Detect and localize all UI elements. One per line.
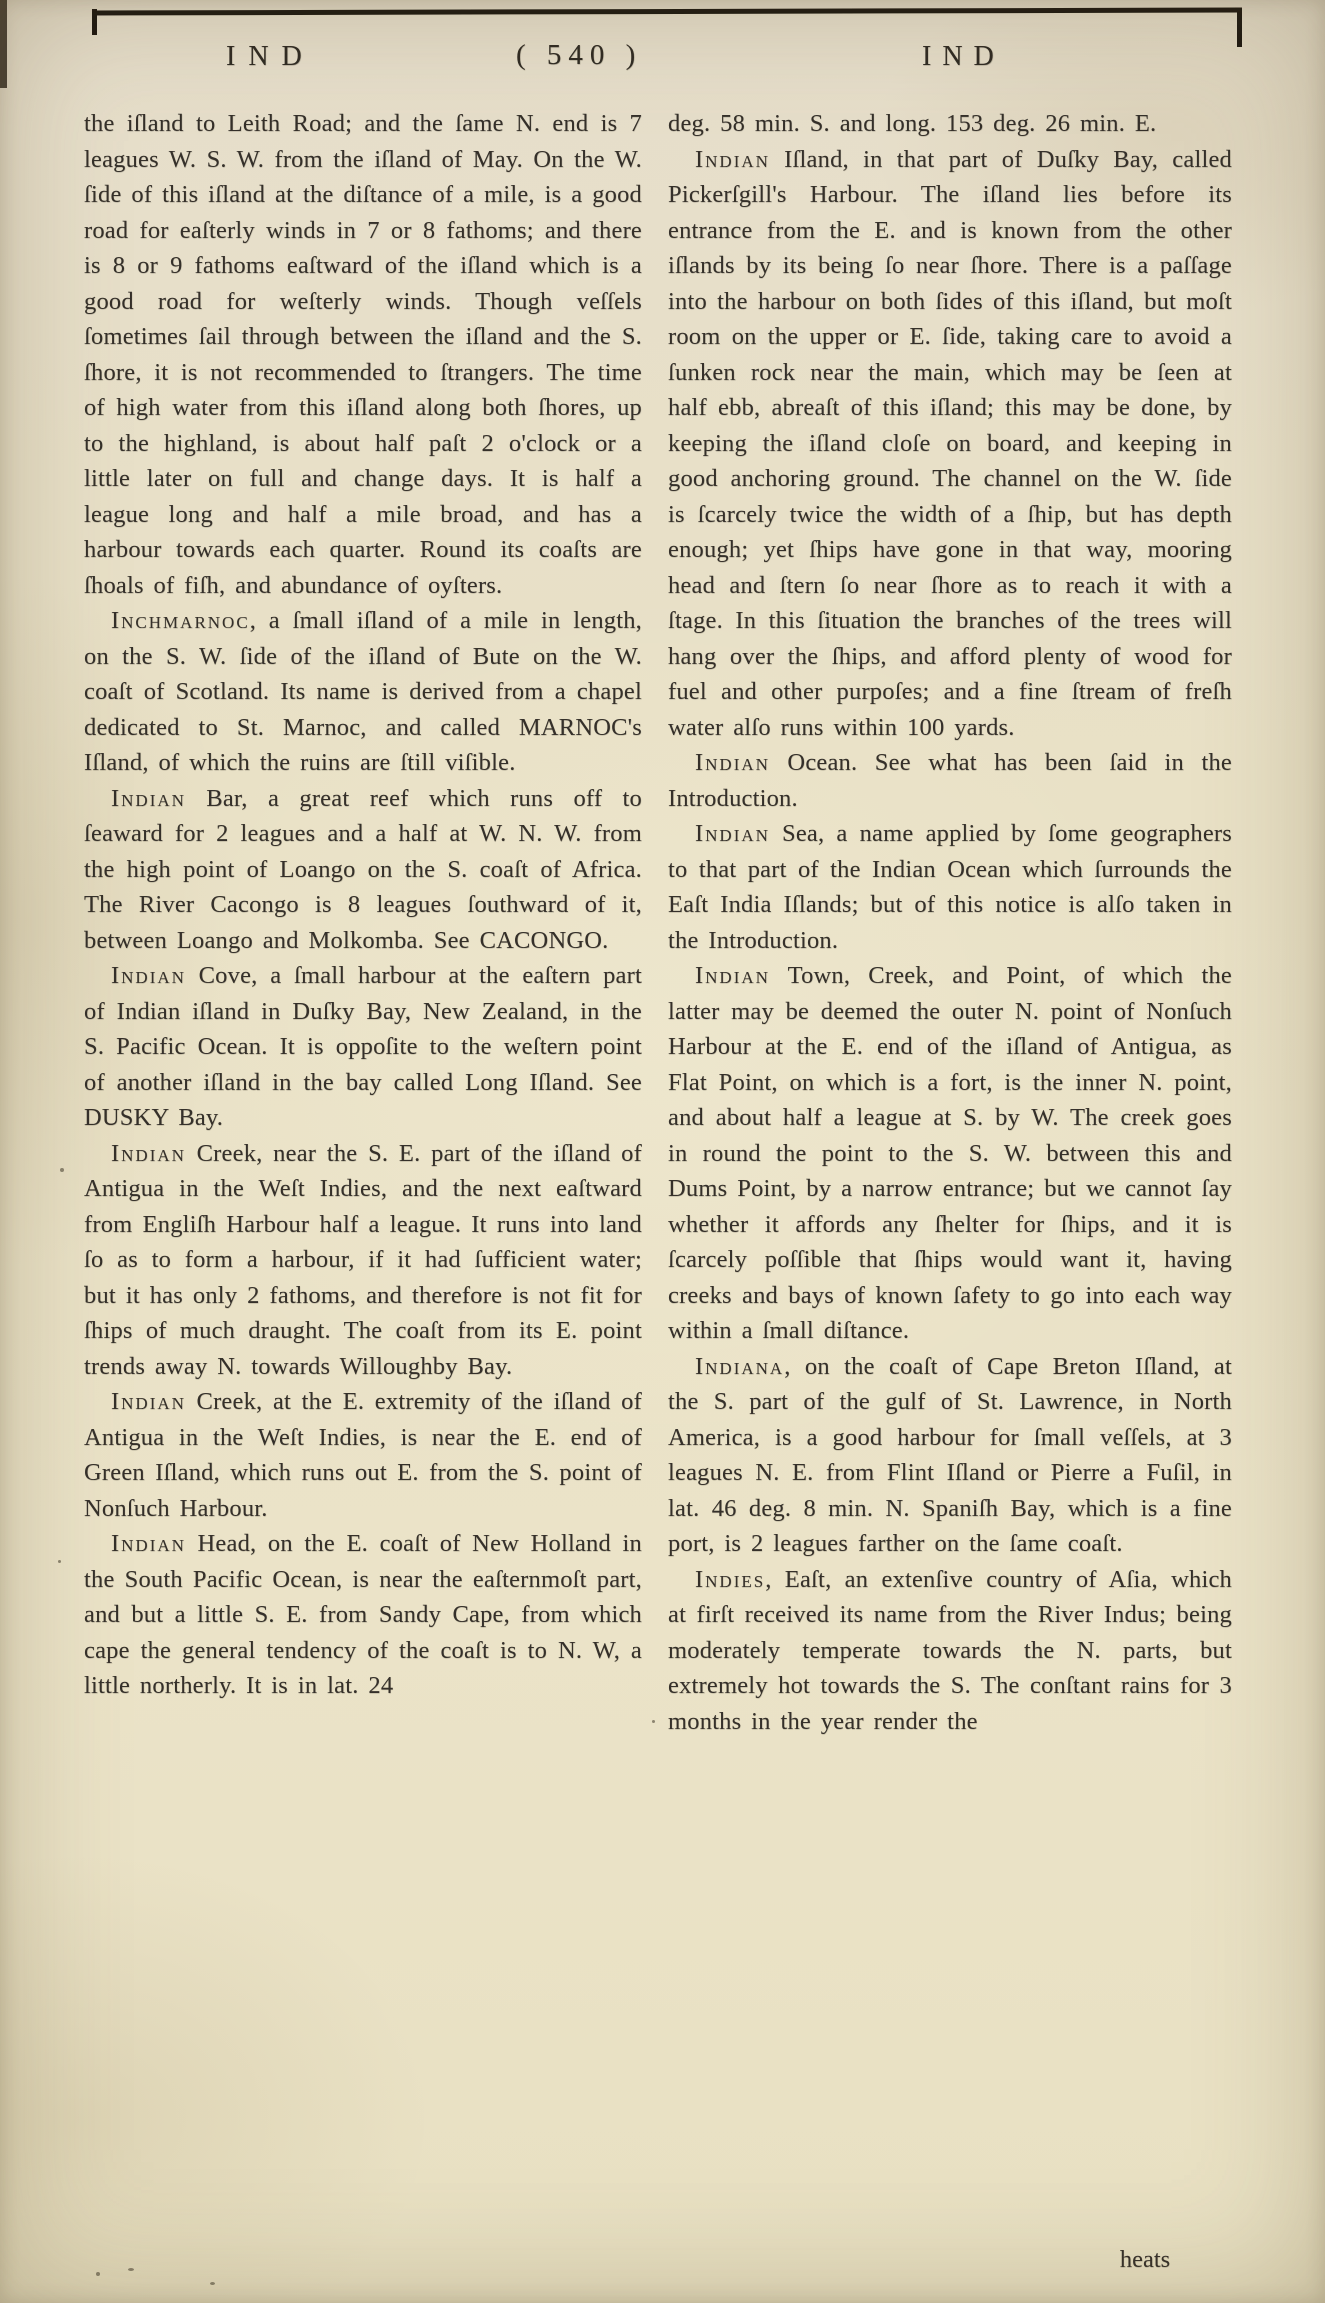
ink-speck — [210, 2282, 215, 2285]
scan-edge-shadow — [0, 0, 7, 88]
running-title-left: IND — [226, 41, 315, 72]
entry-indian-head — [84, 1526, 642, 1704]
entry-text: , on the coaſt of Cape Breton Iſland, at the S. part of the gulf of St. Lawrence, in North America, is a good harbour for ſmall veſſels, at 3 leagues N. E. from Flint Iſland or Pierre a Fuſil, in lat. 46 deg. 8 min. N. Spaniſh Bay, which is a fine port, is 2 leagues farther on the ſame coaſt. — [668, 1352, 1232, 1557]
entry-indian-ocean — [668, 745, 1232, 816]
entry-headword: Indian — [695, 962, 770, 989]
page-frame-left-tick — [92, 9, 97, 35]
page-frame-top-rule — [92, 7, 1242, 15]
entry-indies-east — [668, 1562, 1232, 1740]
entry-text: Creek, near the S. E. part of the iſland of Antigua in the Weſt Indies, and the next eaſtward from Engliſh Harbour half a league. It runs into land ſo as to form a harbour, if it had ſufficient water; but it has only 2 fathoms, and therefore is not fit for ſhips of much draught. The coaſt from its E. point trends away N. towards Willoughby Bay. — [84, 1139, 642, 1380]
entry-headword: Indian — [695, 749, 770, 776]
catchword: heats — [1119, 2246, 1171, 2273]
entry-text: Creek, at the E. extremity of the iſland of Antigua in the Weſt Indies, is near the E. end of Green Iſland, which runs out E. from the S. point of Nonſuch Harbour. — [84, 1388, 642, 1522]
page-number: ( 540 ) — [516, 39, 643, 71]
entry-text: , Eaſt, an extenſive country of Aſia, which at firſt received its name from the River Indus; being moderately temperate towards the N. parts, but extremely hot towards the S. The conſtant rains for 3 months in the year render the — [668, 1565, 1232, 1735]
entry-headword: Indies — [695, 1565, 766, 1593]
entry-indian-creek-antigua-se — [84, 1136, 642, 1385]
ink-speck — [96, 2272, 100, 2276]
ink-speck — [58, 1560, 61, 1563]
entry-text: deg. 58 min. S. and long. 153 deg. 26 min. E. — [668, 110, 1157, 137]
entry-headword: Indian — [111, 962, 186, 989]
text-column-right — [668, 106, 1232, 2258]
entry-headword: Indiana — [695, 1352, 785, 1380]
ink-speck — [60, 1168, 64, 1172]
entry-indiana — [668, 1349, 1232, 1562]
entry-headword: Indian — [111, 784, 186, 812]
entry-text: Town, Creek, and Point, of which the latter may be deemed the outer N. point of Nonſuch Harbour at the E. end of the iſland of Antigua, as Flat Point, on which is a fort, is the inner N. point, and about half a league at S. by W. The creek goes in round the point to the S. W. between this and Dums Point, by a narrow entrance; but we cannot ſay whether it affords any ſhelter for ſhips, and it is ſcarcely poſſible that ſhips would want it, having creeks and bays of known ſafety to go into each way within a ſmall diſtance. — [668, 962, 1232, 1344]
entry-text: , a ſmall iſland of a mile in length, on the S. W. ſide of the iſland of Bute on the W. coaſt of Scotland. Its name is derived from a chapel dedicated to St. Marnoc, and called MARNOC's Iſland, of which the ruins are ſtill viſible. — [84, 607, 642, 776]
entry-continuation-inch-keith — [84, 106, 642, 603]
entry-text: Sea, a name applied by ſome geographers to that part of the Indian Ocean which ſurrounds the Eaſt India Iſlands; but of this notice is alſo taken in the Introduction. — [668, 820, 1232, 954]
entry-text: Cove, a ſmall harbour at the eaſtern part of Indian iſland in Duſky Bay, New Zealand, in the S. Pacific Ocean. It is oppoſite to the weſtern point of another iſland in the bay called Long Iſland. See DUSKY Bay. — [84, 962, 642, 1131]
page-frame-right-tick — [1237, 9, 1242, 47]
entry-text: Head, on the E. coaſt of New Holland in the South Pacific Ocean, is near the eaſternmoſt part, and but a little S. E. from Sandy Cape, from which cape the general tendency of the coaſt is to N. W, a little northerly. It is in lat. 24 — [84, 1530, 642, 1699]
entry-continuation-indian-head — [668, 106, 1232, 142]
entry-indian-bar — [84, 781, 642, 959]
ink-speck — [652, 1720, 655, 1723]
entry-indian-town-creek-point — [668, 958, 1232, 1349]
running-title-right: IND — [922, 41, 1005, 72]
entry-indian-creek-antigua-e — [84, 1384, 642, 1526]
entry-indian-sea — [668, 816, 1232, 958]
entry-text: the iſland to Leith Road; and the ſame N. end is 7 leagues W. S. W. from the iſland of May. On the W. ſide of this iſland at the diſtance of a mile, is a good road for eaſterly winds in 7 or 8 fathoms; and there is 8 or 9 fathoms eaſtward of the iſland which is a good road for weſterly winds. Though veſſels ſometimes ſail through between the iſland and the S. ſhore, it is not recommended to ſtrangers. The time of high water from this iſland along both ſhores, up to the highland, is about half paſt 2 o'clock or a little later on full and change days. It is half a league long and half a mile broad, and has a harbour towards each quarter. Round its coaſts are ſhoals of fiſh, and abundance of oyſters. — [84, 110, 642, 599]
text-column-left — [84, 106, 642, 2258]
entry-text: Ocean. See what has been ſaid in the Introduction. — [668, 749, 1232, 812]
entry-headword: Inchmarnoc — [111, 607, 250, 634]
entry-headword: Indian — [695, 820, 770, 847]
entry-headword: Indian — [111, 1530, 186, 1557]
ink-speck — [128, 2268, 134, 2271]
entry-inchmarnoc — [84, 603, 642, 781]
entry-indian-cove — [84, 958, 642, 1136]
entry-text: Iſland, in that part of Duſky Bay, called Pickerſgill's Harbour. The iſland lies before its entrance from the E. and is known from the other iſlands by its being ſo near ſhore. There is a paſſage into the harbour on both ſides of this iſland, but moſt room on the upper or E. ſide, taking care to avoid a ſunken rock near the main, which may be ſeen at half ebb, abreaſt of this iſland; this may be done, by keeping the iſland cloſe on board, and keeping in good anchoring ground. The channel on the W. ſide is ſcarcely twice the width of a ſhip, but has depth enough; yet ſhips have gone in that way, mooring head and ſtern ſo near ſhore as to reach it with a ſtage. In this ſituation the branches of the trees will hang over the ſhips, and afford plenty of wood for fuel and other purpoſes; and a fine ſtream of freſh water alſo runs within 100 yards. — [668, 145, 1232, 741]
entry-indian-island — [668, 142, 1232, 746]
entry-headword: Indian — [695, 145, 770, 173]
entry-headword: Indian — [111, 1139, 186, 1167]
entry-headword: Indian — [111, 1388, 186, 1415]
entry-text: Bar, a great reef which runs off to ſeaward for 2 leagues and a half at W. N. W. from the high point of Loango on the S. coaſt of Africa. The River Cacongo is 8 leagues ſouthward of it, between Loango and Molkomba. See CACONGO. — [84, 784, 642, 954]
